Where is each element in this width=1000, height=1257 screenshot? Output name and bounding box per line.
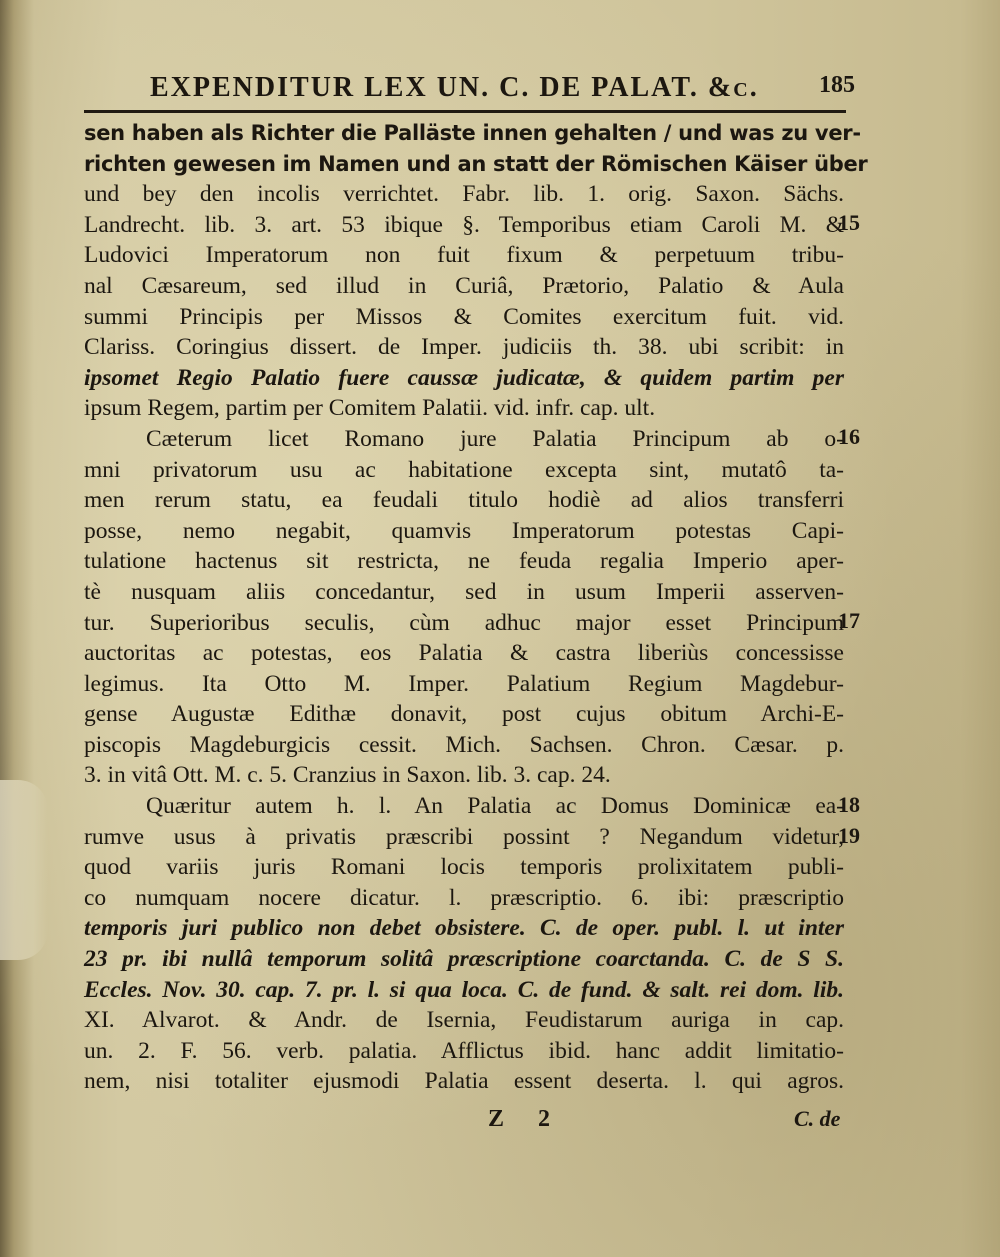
text-line: ipsomet Regio Palatio fuere caussæ judicatæ, & quidem partim per [84, 364, 844, 391]
text-line: Landrecht. lib. 3. art. 53 ibique §. Temporibus etiam Caroli M. & [84, 211, 844, 238]
text-line: legimus. Ita Otto M. Imper. Palatium Regium Magdebur- [84, 670, 844, 697]
text-line: un. 2. F. 56. verb. palatia. Afflictus ibid. hanc addit limitatio- [84, 1037, 844, 1064]
text-line: piscopis Magdeburgicis cessit. Mich. Sachsen. Chron. Cæsar. p. [84, 731, 844, 758]
page-number: 185 [819, 72, 855, 98]
margin-number: 19 [838, 823, 860, 848]
text-line: ipsum Regem, partim per Comitem Palatii. vid. infr. cap. ult. [84, 395, 656, 422]
text-line: XI. Alvarot. & Andr. de Isernia, Feudistarum auriga in cap. [84, 1007, 844, 1034]
text-line: men rerum statu, ea feudali titulo hodiè ad alios transferri [84, 487, 844, 514]
text-line: Ludovici Imperatorum non fuit fixum & perpetuum tribu- [84, 242, 844, 269]
text-line: auctoritas ac potestas, eos Palatia & castra liberiùs concessisse [84, 640, 844, 667]
header-rule [84, 110, 846, 113]
text-line: temporis juri publico non debet obsistere. C. de oper. publ. l. ut inter [84, 915, 844, 942]
text-line: und bey den incolis verrichtet. Fabr. lib. 1. orig. Saxon. Sächs. [84, 181, 844, 208]
text-line: gense Augustæ Edithæ donavit, post cujus obitum Archi-E- [84, 701, 844, 728]
text-line: Eccles. Nov. 30. cap. 7. pr. l. si qua loca. C. de fund. & salt. rei dom. lib. [84, 976, 844, 1003]
signature-mark: Z 2 [488, 1106, 565, 1132]
text-line: mni privatorum usu ac habitatione excepta sint, mutatô ta- [84, 456, 844, 483]
text-line: sen haben als Richter die Palläste innen gehalten / und was zu ver- [84, 121, 861, 145]
text-line: posse, nemo negabit, quamvis Imperatorum potestas Capi- [84, 517, 844, 544]
catchword: C. de [794, 1106, 841, 1131]
text-line: tè nusquam aliis concedantur, sed in usum Imperii asserven- [84, 578, 844, 605]
margin-number: 18 [838, 792, 860, 817]
text-line: summi Principis per Missos & Comites exercitum fuit. vid. [84, 303, 844, 330]
text-line: richten gewesen im Namen und an statt der Römischen Käiser über [84, 151, 868, 176]
text-line: nal Cæsareum, sed illud in Curiâ, Prætorio, Palatio & Aula [84, 272, 844, 299]
text-line: tulatione hactenus sit restricta, ne feuda regalia Imperio aper- [84, 548, 844, 575]
text-line: 3. in vitâ Ott. M. c. 5. Cranzius in Saxon. lib. 3. cap. 24. [84, 762, 611, 789]
text-line: Clariss. Coringius dissert. de Imper. judiciis th. 38. ubi scribit: in [84, 334, 844, 361]
text-line: Quæritur autem h. l. An Palatia ac Domus Dominicæ ea- [146, 793, 844, 820]
margin-number: 15 [838, 210, 860, 235]
text-line: quod variis juris Romani locis temporis prolixitatem publi- [84, 854, 844, 881]
text-line: nem, nisi totaliter ejusmodi Palatia essent deserta. l. qui agros. [84, 1068, 844, 1095]
margin-number: 17 [838, 608, 860, 633]
text-line: 23 pr. ibi nullâ temporum solitâ præscriptione coarctanda. C. de S S. [84, 946, 844, 973]
margin-number: 16 [838, 424, 860, 449]
text-line: co numquam nocere dicatur. l. præscriptio. 6. ibi: præscriptio [84, 884, 844, 911]
text-line: tur. Superioribus seculis, cùm adhuc major esset Principum [84, 609, 844, 636]
page-header [150, 72, 855, 112]
text-line: Cæterum licet Romano jure Palatia Principum ab o- [146, 425, 844, 452]
running-head: EXPENDITUR LEX UN. C. DE PALAT. &c. [150, 72, 759, 103]
torn-page-edge [0, 780, 48, 960]
text-line: rumve usus à privatis præscribi possint ? Negandum videtur, [84, 823, 844, 850]
